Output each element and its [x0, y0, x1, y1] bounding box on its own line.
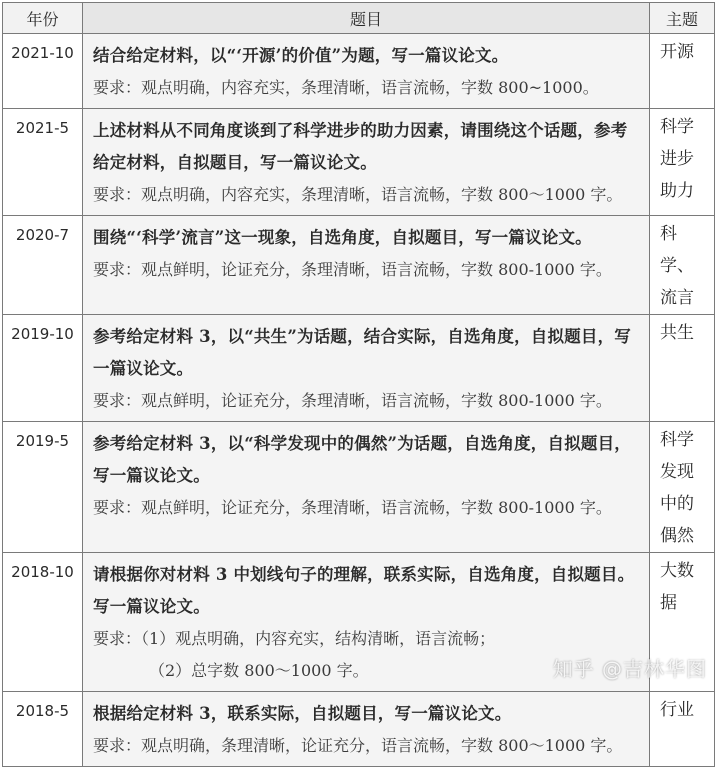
theme-line: 偶然	[660, 526, 694, 546]
header-year: 年份	[3, 3, 83, 34]
question-text: 结合给定材料，以“‘开源’的价值”为题，写一篇议论文。	[93, 46, 509, 65]
theme-cell	[650, 34, 715, 109]
question-text: 参考给定材料 3，以“科学发现中的偶然”为话题，自选角度，自拟题目，写一篇议论文。	[93, 434, 632, 485]
year-cell: 2018-5	[3, 692, 83, 767]
table-row	[3, 315, 715, 422]
theme-cell	[650, 422, 715, 553]
theme-cell	[650, 692, 715, 767]
theme-line: 据	[660, 593, 677, 613]
topic-cell	[83, 315, 650, 422]
year-cell: 2019-10	[3, 315, 83, 422]
requirement-text: 要求：观点鲜明，论证充分，条理清晰，语言流畅，字数 800-1000 字。	[93, 391, 612, 410]
year-cell: 2019-5	[3, 422, 83, 553]
theme-line: 助力	[660, 181, 694, 201]
year-cell: 2021-5	[3, 109, 83, 216]
table-row	[3, 34, 715, 109]
theme-cell	[650, 216, 715, 315]
question-text: 上述材料从不同角度谈到了科学进步的助力因素，请围绕这个话题，参考给定材料，自拟题目，写一篇议论文。	[93, 121, 628, 172]
theme-line: 进步	[660, 149, 694, 169]
question-text: 根据给定材料 3，联系实际，自拟题目，写一篇议论文。	[93, 704, 512, 723]
theme-line: 流言	[660, 288, 694, 308]
requirement-text: 要求：观点明确，内容充实，条理清晰，语言流畅，字数 800～1000 字。	[93, 185, 623, 204]
topic-cell	[83, 422, 650, 553]
topic-cell	[83, 216, 650, 315]
table-row	[3, 422, 715, 553]
theme-line: 大数	[660, 561, 694, 581]
requirement-text: （2）总字数 800～1000 字。	[149, 661, 369, 680]
requirement-text: 要求：观点鲜明，论证充分，条理清晰，语言流畅，字数 800-1000 字。	[93, 260, 612, 279]
theme-line: 共生	[660, 323, 694, 343]
topic-cell	[83, 692, 650, 767]
topic-cell	[83, 109, 650, 216]
requirement-text: 要求：观点鲜明，论证充分，条理清晰，语言流畅，字数 800-1000 字。	[93, 498, 612, 517]
requirement-text: 要求：（1）观点明确，内容充实，结构清晰，语言流畅；	[93, 629, 496, 648]
year-cell: 2021-10	[3, 34, 83, 109]
theme-line: 发现	[660, 462, 694, 482]
theme-line: 科学	[660, 430, 694, 450]
question-text: 参考给定材料 3，以“共生”为话题，结合实际，自选角度，自拟题目，写一篇议论文。	[93, 327, 632, 378]
year-cell: 2018-10	[3, 553, 83, 692]
requirement-text: 要求：观点明确，条理清晰，论证充分，语言流畅，字数 800～1000 字。	[93, 736, 623, 755]
theme-cell	[650, 315, 715, 422]
watermark: 知乎 @吉林华图	[552, 657, 707, 681]
topic-cell	[83, 34, 650, 109]
year-cell: 2020-7	[3, 216, 83, 315]
header-topic: 题目	[83, 3, 650, 34]
table-row	[3, 216, 715, 315]
header-theme: 主题	[650, 3, 715, 34]
theme-line: 中的	[660, 494, 694, 514]
theme-line: 开源	[660, 42, 694, 62]
theme-line: 行业	[660, 700, 694, 720]
question-text: 围绕“‘科学’流言”这一现象，自选角度，自拟题目，写一篇议论文。	[93, 228, 592, 247]
requirement-text: 要求：观点明确，内容充实，条理清晰，语言流畅，字数 800~1000。	[93, 78, 599, 97]
header-row	[3, 3, 715, 34]
theme-line: 科学	[660, 117, 694, 137]
theme-cell	[650, 109, 715, 216]
table-row	[3, 692, 715, 767]
question-text: 请根据你对材料 3 中划线句子的理解，联系实际，自选角度，自拟题目。写一篇议论文。	[93, 565, 635, 616]
table-row	[3, 109, 715, 216]
theme-line: 科学、	[660, 224, 694, 276]
